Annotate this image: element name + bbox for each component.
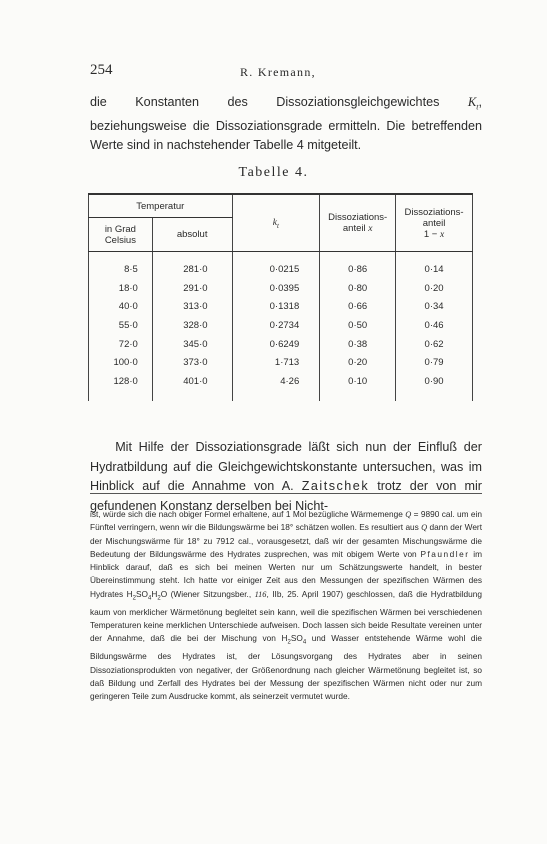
cell-kt: 0·6249 xyxy=(232,335,320,354)
header-dissoziationsanteil-1-minus-x: Dissoziations- anteil 1 − x xyxy=(396,194,473,252)
cell-1-minus-x: 0·46 xyxy=(396,316,473,335)
table-row xyxy=(89,353,473,372)
cell-x: 0·80 xyxy=(320,279,396,298)
footnote-rule xyxy=(90,493,482,494)
table-row xyxy=(89,279,473,298)
table-row xyxy=(89,260,473,279)
table-row xyxy=(89,335,473,354)
cell-kt: 0·0215 xyxy=(232,260,320,279)
cell-1-minus-x: 0·14 xyxy=(396,260,473,279)
cell-absolut: 291·0 xyxy=(152,279,232,298)
cell-kt: 4·26 xyxy=(232,372,320,391)
cell-absolut: 281·0 xyxy=(152,260,232,279)
header-dissoziationsanteil-x: Dissoziations- anteil x xyxy=(320,194,396,252)
table-title: Tabelle 4. xyxy=(238,165,309,180)
cell-kt: 0·0395 xyxy=(232,279,320,298)
cell-grad-celsius: 72·0 xyxy=(89,335,153,354)
cell-x: 0·66 xyxy=(320,297,396,316)
cell-1-minus-x: 0·34 xyxy=(396,297,473,316)
header-absolut: absolut xyxy=(152,218,232,252)
cell-absolut: 328·0 xyxy=(152,316,232,335)
table-row xyxy=(89,372,473,391)
cell-grad-celsius: 40·0 xyxy=(89,297,153,316)
page-number: 254 xyxy=(90,62,113,78)
cell-x: 0·38 xyxy=(320,335,396,354)
header-grad-celsius: in Grad Celsius xyxy=(89,218,153,252)
cell-grad-celsius: 18·0 xyxy=(89,279,153,298)
cell-1-minus-x: 0·79 xyxy=(396,353,473,372)
footnote: ist, würde sich die nach obiger Formel erhaltene, auf 1 Mol bezügliche Wärmemenge Q = 9890 cal. um ein Fünftel verringern, wenn wir die Bildungswärme bei 18° schätzen wollen. Es resultiert aus Q dann der Wert der Mischungswärme für 18° zu 7912 cal., vorausgesetzt, daß wir der gesamten Mischungswärme die Bedeutung der Bildungswärme des Hydrates zusprechen, was mit obigem Werte von Pfaundler im Hinblick darauf, daß es sich bei meinen Werten nur um Schätzungswerte handelt, in bester Übereinstimmung steht. Ich hatte vor einiger Zeit aus den Messungen der spezifischen Wärmen des Hydrates $H_2SO_4H_2O$ (Wiener Sitzungsber., 116, IIb, 25. April 1907) geschlossen, daß die Hydratbildung kaum von merklicher Wärmetönung begleitet sein kann, weil die spezifischen Wärmen bei verschiedenen Temperaturen keine merklichen Unterschiede aufweisen. Doch lassen sich beide Resultate vereinen unter der Annahme, daß die bei der Mischung von $H_2SO_4$ und Wasser entstehende Wärme wohl die Bildungswärme des Hydrates ist, der Lösungsvorgang des Hydrates aber in seinen Dissoziationsprodukten von negativer, der Größenordnung nach gleicher Wärmetönung begleitet ist, so daß Bildung und Zerfall des Hydrates bei der Messung der spezifischen Wärmen nicht oder nur zum geringeren Teile zum Ausdrucke kommt, als seinerzeit vermutet wurde. xyxy=(90,509,483,702)
cell-1-minus-x: 0·90 xyxy=(396,372,473,391)
cell-1-minus-x: 0·20 xyxy=(396,279,473,298)
cell-absolut: 401·0 xyxy=(152,372,232,391)
intro-paragraph: die Konstanten des Dissoziationsgleichgewichtes $K_t$, beziehungsweise die Dissoziationsgrade ermitteln. Die betreffenden Werte sind in nachstehender Tabelle 4 mitgeteilt. xyxy=(90,95,482,152)
table-row xyxy=(89,297,473,316)
cell-grad-celsius: 8·5 xyxy=(89,260,153,279)
cell-absolut: 373·0 xyxy=(152,353,232,372)
header-temperatur: Temperatur xyxy=(89,194,233,218)
cell-absolut: 345·0 xyxy=(152,335,232,354)
cell-grad-celsius: 128·0 xyxy=(89,372,153,391)
table-row xyxy=(89,316,473,335)
cell-kt: 0·2734 xyxy=(232,316,320,335)
cell-grad-celsius: 55·0 xyxy=(89,316,153,335)
cell-grad-celsius: 100·0 xyxy=(89,353,153,372)
cell-absolut: 313·0 xyxy=(152,297,232,316)
cell-kt: 1·713 xyxy=(232,353,320,372)
body-paragraph: Mit Hilfe der Dissoziationsgrade läßt sich nun der Einfluß der Hydratbildung auf die Gleichgewichtskonstante untersuchen, was im Hinblick auf die Annahme von A. Zaitschek trotz der von mir gefundenen Konstanz derselben bei Nicht- xyxy=(90,440,482,513)
cell-kt: 0·1318 xyxy=(232,297,320,316)
running-head: R. Kremann, xyxy=(240,65,316,79)
cell-x: 0·50 xyxy=(320,316,396,335)
data-table xyxy=(88,193,473,401)
cell-x: 0·20 xyxy=(320,353,396,372)
cell-x: 0·86 xyxy=(320,260,396,279)
header-kt: $k_t$ xyxy=(232,194,320,252)
cell-1-minus-x: 0·62 xyxy=(396,335,473,354)
cell-x: 0·10 xyxy=(320,372,396,391)
